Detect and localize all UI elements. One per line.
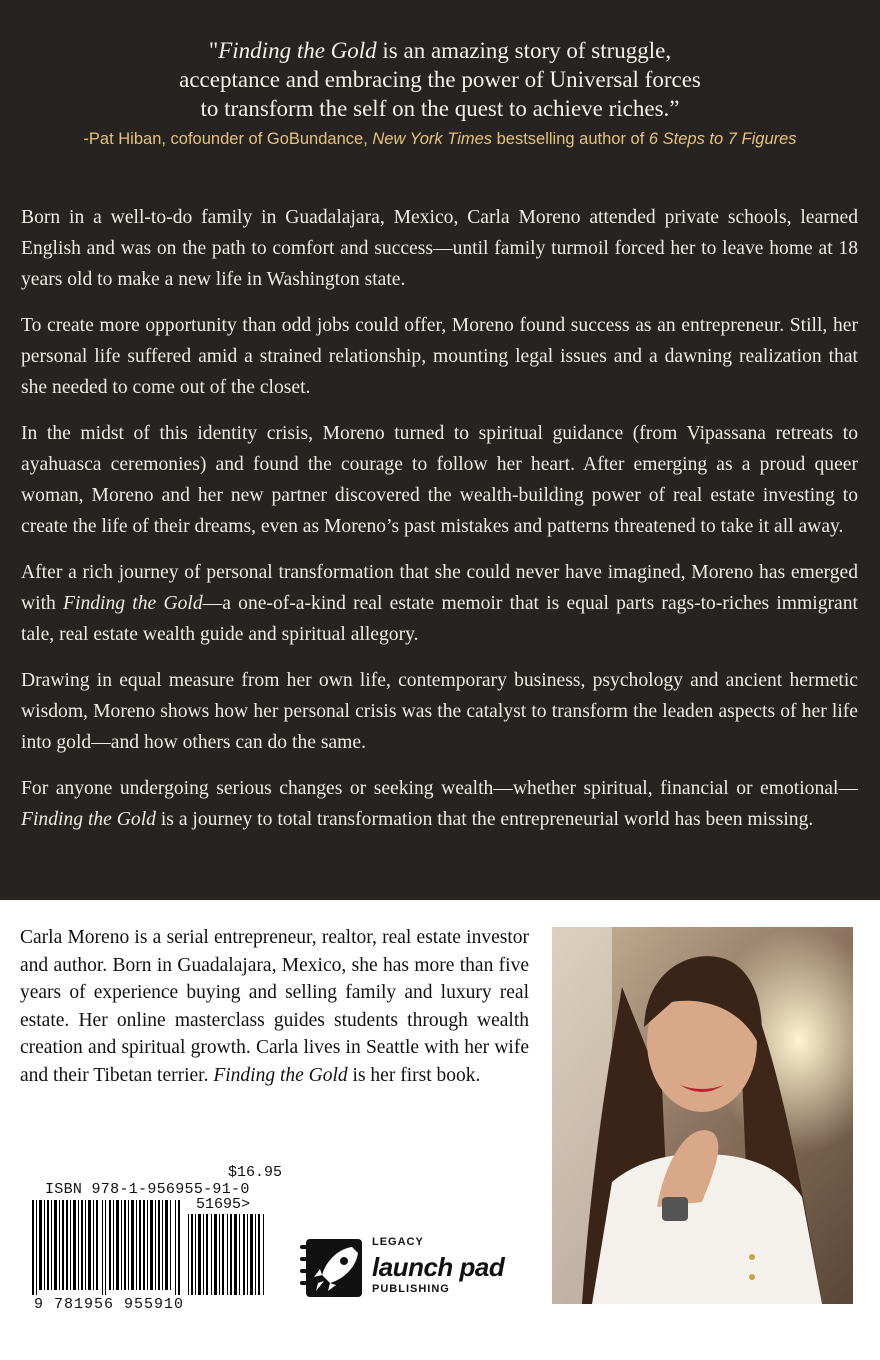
description-paragraph-4: [21, 557, 858, 650]
description-paragraph-2: To create more opportunity than odd jobs could offer, Moreno found success as an entrepreneur. Still, her personal life suffered amid a strained relationship, mounting legal issues and a dawning realization that she needed to come out of the closet.: [21, 315, 858, 398]
paragraph-4-title: Finding the Gold: [63, 593, 203, 614]
paragraph-6-text-a: For anyone undergoing serious changes or seeking wealth—whether spiritual, financial or emotional—: [21, 778, 858, 799]
ean-barcode: [32, 1200, 182, 1295]
attribution-text-1: -Pat Hiban, cofounder of GoBundance,: [83, 130, 373, 148]
paragraph-6-title: Finding the Gold: [21, 809, 156, 830]
attribution-publication: New York Times: [372, 130, 493, 148]
quote-line-1: "Finding the Gold is an amazing story of struggle,: [208, 38, 672, 63]
addon-barcode: [186, 1214, 268, 1295]
notebook-rocket-icon: [300, 1233, 372, 1303]
bio-text-b: is her first book.: [347, 1064, 481, 1086]
quote-line-3: to transform the self on the quest to achieve riches.”: [200, 96, 680, 121]
quote-line-1-rest: is an amazing story of struggle,: [376, 38, 672, 63]
description-paragraph-5: Drawing in equal measure from her own life, contemporary business, psychology and ancient hermetic wisdom, Moreno shows how her personal crisis was the catalyst to transform the leaden aspects of her life into gold—and how others can do the same.: [21, 670, 858, 753]
description-paragraph-3: In the midst of this identity crisis, Moreno turned to spiritual guidance (from Vipassana retreats to ayahuasca ceremonies) and found the courage to follow her heart. After emerging as a proud queer woman, Moreno and her new partner discovered the wealth-building power of real estate investing to create the life of their dreams, even as Moreno’s past mistakes and patterns threatened to take it all away.: [21, 423, 858, 537]
paragraph-6-text-b: is a journey to total transformation that the entrepreneurial world has been missing.: [155, 809, 814, 830]
attribution-text-2: bestselling author of: [492, 130, 649, 148]
publisher-logo: [300, 1233, 520, 1303]
bio-book-title: Finding the Gold: [213, 1064, 348, 1086]
author-photo: [552, 927, 853, 1304]
publisher-name-line-3: PUBLISHING: [372, 1283, 450, 1295]
book-description: [21, 202, 858, 850]
paragraph-4-text-a: After a rich journey of personal transformation that she could never have imagined, Moreno has emerged with: [21, 562, 858, 614]
isbn-label: ISBN 978-1-956955-91-0: [45, 1181, 250, 1198]
ean-digits: 9 781956 955910: [34, 1296, 185, 1313]
attribution-book-title: 6 Steps to 7 Figures: [648, 130, 797, 148]
publisher-name-line-1: LEGACY: [372, 1236, 424, 1248]
description-paragraph-6: [21, 773, 858, 835]
bio-text-a: Carla Moreno is a serial entrepreneur, realtor, real estate investor and author. Born in Guadalajara, Mexico, she has more than five years of experience buying and selling family and luxury real estate. Her online masterclass guides students through wealth creation and spiritual growth. Carla lives in Seattle with her wife and their Tibetan terrier.: [20, 927, 529, 1086]
quote-title: Finding the Gold: [218, 38, 377, 63]
paragraph-4-text-b: —a one-of-a-kind real estate memoir that is equal parts rags-to-riches immigrant tale, real estate wealth guide and spiritual allegory.: [21, 593, 858, 645]
price-label: $16.95: [228, 1164, 283, 1181]
endorsement-attribution: [0, 130, 880, 149]
quote-line-2: acceptance and embracing the power of Universal forces: [179, 67, 701, 92]
endorsement-quote: [60, 36, 820, 123]
description-paragraph-1: Born in a well-to-do family in Guadalajara, Mexico, Carla Moreno attended private schools, learned English and was on the path to comfort and success—until family turmoil forced her to leave home at 18 years old to make a new life in Washington state.: [21, 207, 858, 290]
addon-digits: 51695>: [196, 1196, 251, 1213]
publisher-name-line-2: launch pad: [372, 1252, 505, 1282]
author-bio: [20, 924, 529, 1090]
